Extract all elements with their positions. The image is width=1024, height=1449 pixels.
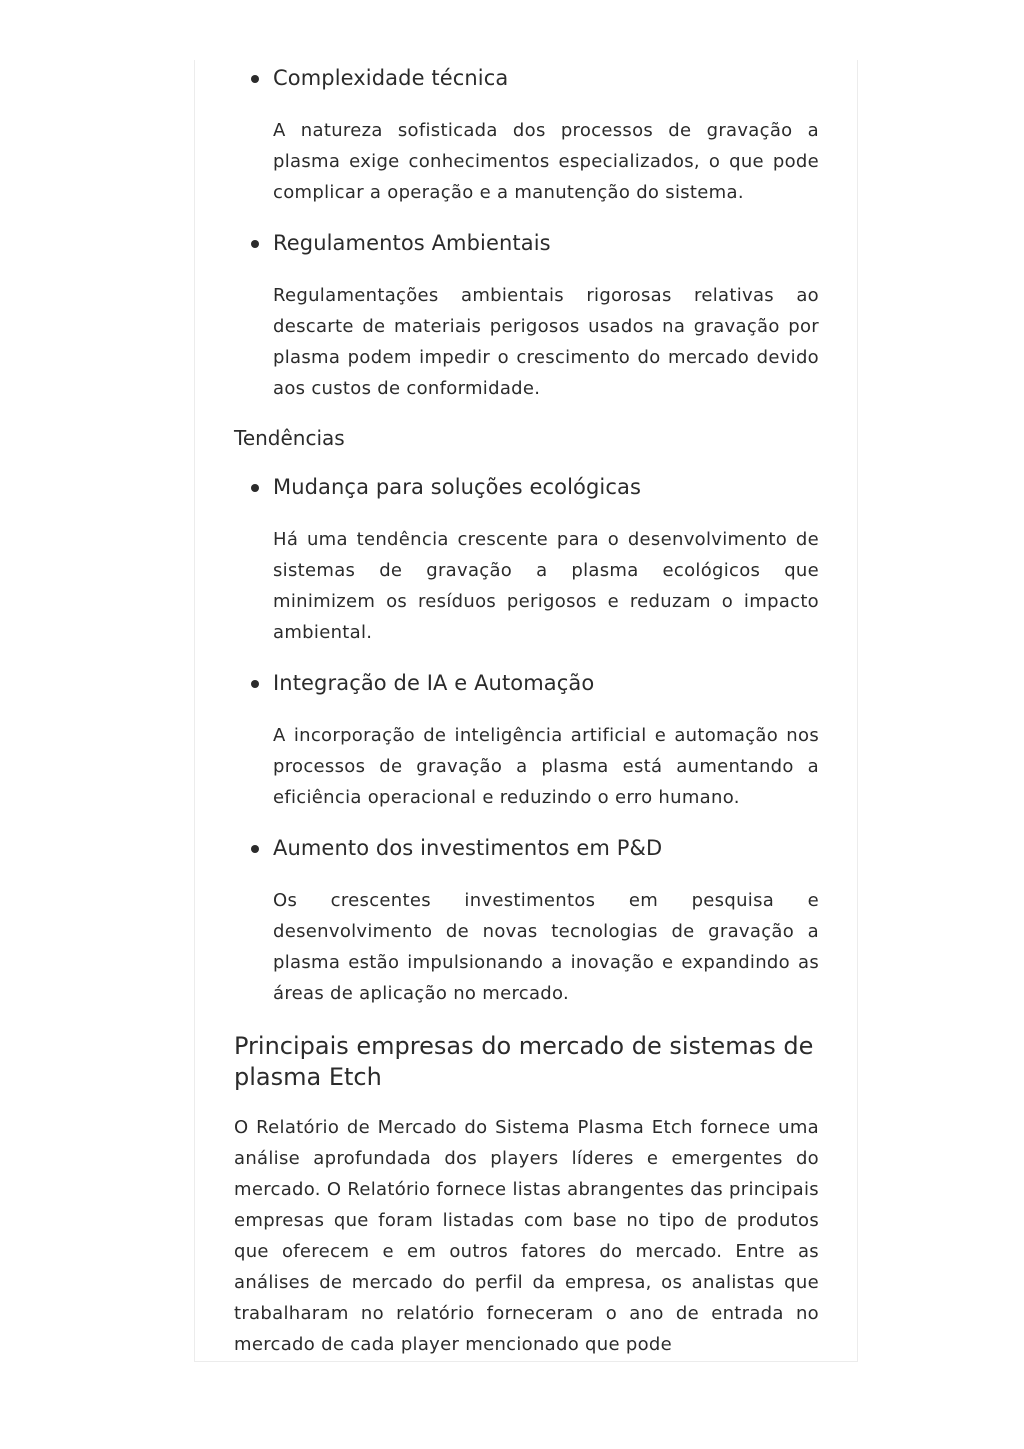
bullet-icon (251, 845, 259, 853)
item-text: A incorporação de inteligência artificial e automação nos processos de gravação a plasma está aumentando a eficiência operacional e reduzindo o erro humano. (273, 725, 819, 808)
list-item (234, 64, 858, 92)
item-text: Regulamentações ambientais rigorosas relativas ao descarte de materiais perigosos usados na gravação por plasma podem impedir o crescimento do mercado devido aos custos de conformidade. (273, 285, 819, 399)
bullet-icon (251, 484, 259, 492)
bullet-icon (251, 240, 259, 248)
trends-heading: Tendências (234, 426, 345, 450)
item-title: Regulamentos Ambientais (273, 231, 551, 255)
item-text: Os crescentes investimentos em pesquisa e desenvolvimento de novas tecnologias de gravação a plasma estão impulsionando a inovação e expandindo as áreas de aplicação no mercado. (273, 890, 819, 1004)
list-item (234, 834, 858, 862)
item-title: Complexidade técnica (273, 66, 509, 90)
item-text: Há uma tendência crescente para o desenvolvimento de sistemas de gravação a plasma ecológicos que minimizem os resíduos perigosos e reduzam o impacto ambiental. (273, 529, 819, 643)
article-card (194, 60, 858, 1362)
item-text: A natureza sofisticada dos processos de gravação a plasma exige conhecimentos especializados, o que pode complicar a operação e a manutenção do sistema. (273, 120, 819, 203)
list-item (234, 669, 858, 697)
list-item (234, 229, 858, 257)
item-title: Integração de IA e Automação (273, 671, 595, 695)
list-item (234, 473, 858, 501)
item-title: Mudança para soluções ecológicas (273, 475, 641, 499)
bullet-icon (251, 75, 259, 83)
bullet-icon (251, 680, 259, 688)
section-title: Principais empresas do mercado de sistemas de plasma Etch (234, 1032, 814, 1091)
section-text: O Relatório de Mercado do Sistema Plasma Etch fornece uma análise aprofundada dos players líderes e emergentes do mercado. O Relatório fornece listas abrangentes das principais empresas que foram listadas com base no tipo de produtos que oferecem e em outros fatores do mercado. Entre as análises de mercado do perfil da empresa, os analistas que trabalharam no relatório forneceram o ano de entrada no mercado de cada player mencionado que pode (234, 1117, 819, 1355)
item-title: Aumento dos investimentos em P&D (273, 836, 663, 860)
